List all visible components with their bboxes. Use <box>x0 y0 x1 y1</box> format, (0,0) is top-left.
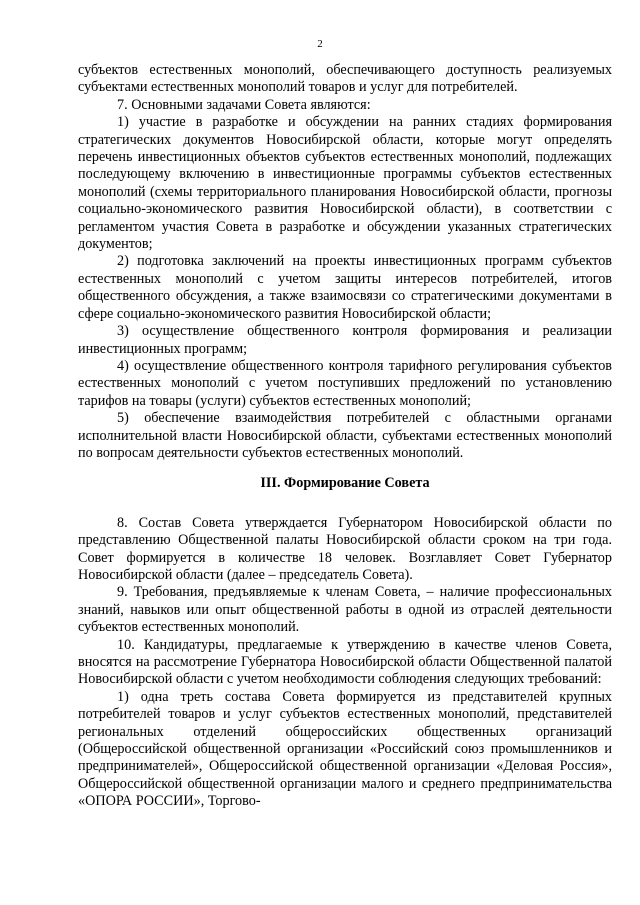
paragraph-task-3: 3) осуществление общественного контроля формирования и реализации инвестиционных программ; <box>78 323 612 357</box>
paragraph-requirement-1: 1) одна треть состава Совета формируется из представителей крупных потребителей товаров и услуг субъектов естественных монополий, представителей региональных отделений общероссийских общественных организаций (Общероссийской общественной организации «Российский союз промышленников и предпринимателей», Общероссийской общественной организации «Деловая Россия», Общероссийской общественной организации малого и среднего предпринимательства «ОПОРА РОССИИ», Торгово- <box>78 688 612 810</box>
paragraph-task-2: 2) подготовка заключений на проекты инвестиционных программ субъектов естественных монополий с учетом защиты интересов потребителей, итогов общественного обсуждения, а также взаимосвязи со стратегическими документами в сфере социально-экономического развития Новосибирской области; <box>78 253 612 322</box>
document-body <box>78 62 612 811</box>
paragraph-task-1: 1) участие в разработке и обсуждении на ранних стадиях формирования стратегических документов Новосибирской области, которые могут определять перечень инвестиционных объектов субъектов естественных монополий, подлежащих последующему включению в инвестиционные программы субъектов естественных монополий (схемы территориального планирования Новосибирской области, прогнозы социально-экономического развития Новосибирской области), в соответствии с регламентом участия Совета в разработке и обсуждении указанных стратегических документов; <box>78 114 612 253</box>
paragraph-continuation: субъектов естественных монополий, обеспечивающего доступность реализуемых субъектами естественных монополий товаров и услуг для потребителей. <box>78 62 612 96</box>
paragraph-item-9: 9. Требования, предъявляемые к членам Совета, – наличие профессиональных знаний, навыков или опыт общественной работы в одной из отраслей деятельности субъектов естественных монополий. <box>78 584 612 636</box>
paragraph-task-5: 5) обеспечение взаимодействия потребителей с областными органами исполнительной власти Новосибирской области, субъектами естественных монополий по вопросам деятельности субъектов естественных монополий. <box>78 410 612 461</box>
paragraph-item-7: 7. Основными задачами Совета являются: <box>117 96 371 113</box>
paragraph-task-4: 4) осуществление общественного контроля тарифного регулирования субъектов естественных монополий с учетом поступивших предложений по установлению тарифов на товары (услуги) субъектов естественных монополий; <box>78 357 612 409</box>
page-number: 2 <box>317 38 323 50</box>
paragraph-item-10: 10. Кандидатуры, предлагаемые к утверждению в качестве членов Совета, вносятся на рассмотрение Губернатора Новосибирской области Общественной палатой Новосибирской области с учетом необходимости соблюдения следующих требований: <box>78 636 612 688</box>
paragraph-item-8: 8. Состав Совета утверждается Губернатором Новосибирской области по представлению Общественной палаты Новосибирской области сроком на три года. Совет формируется в количестве 18 человек. Возглавляет Совет Губернатор Новосибирской области (далее – председатель Совета). <box>78 514 612 583</box>
section-heading: III. Формирование Совета <box>260 475 430 492</box>
